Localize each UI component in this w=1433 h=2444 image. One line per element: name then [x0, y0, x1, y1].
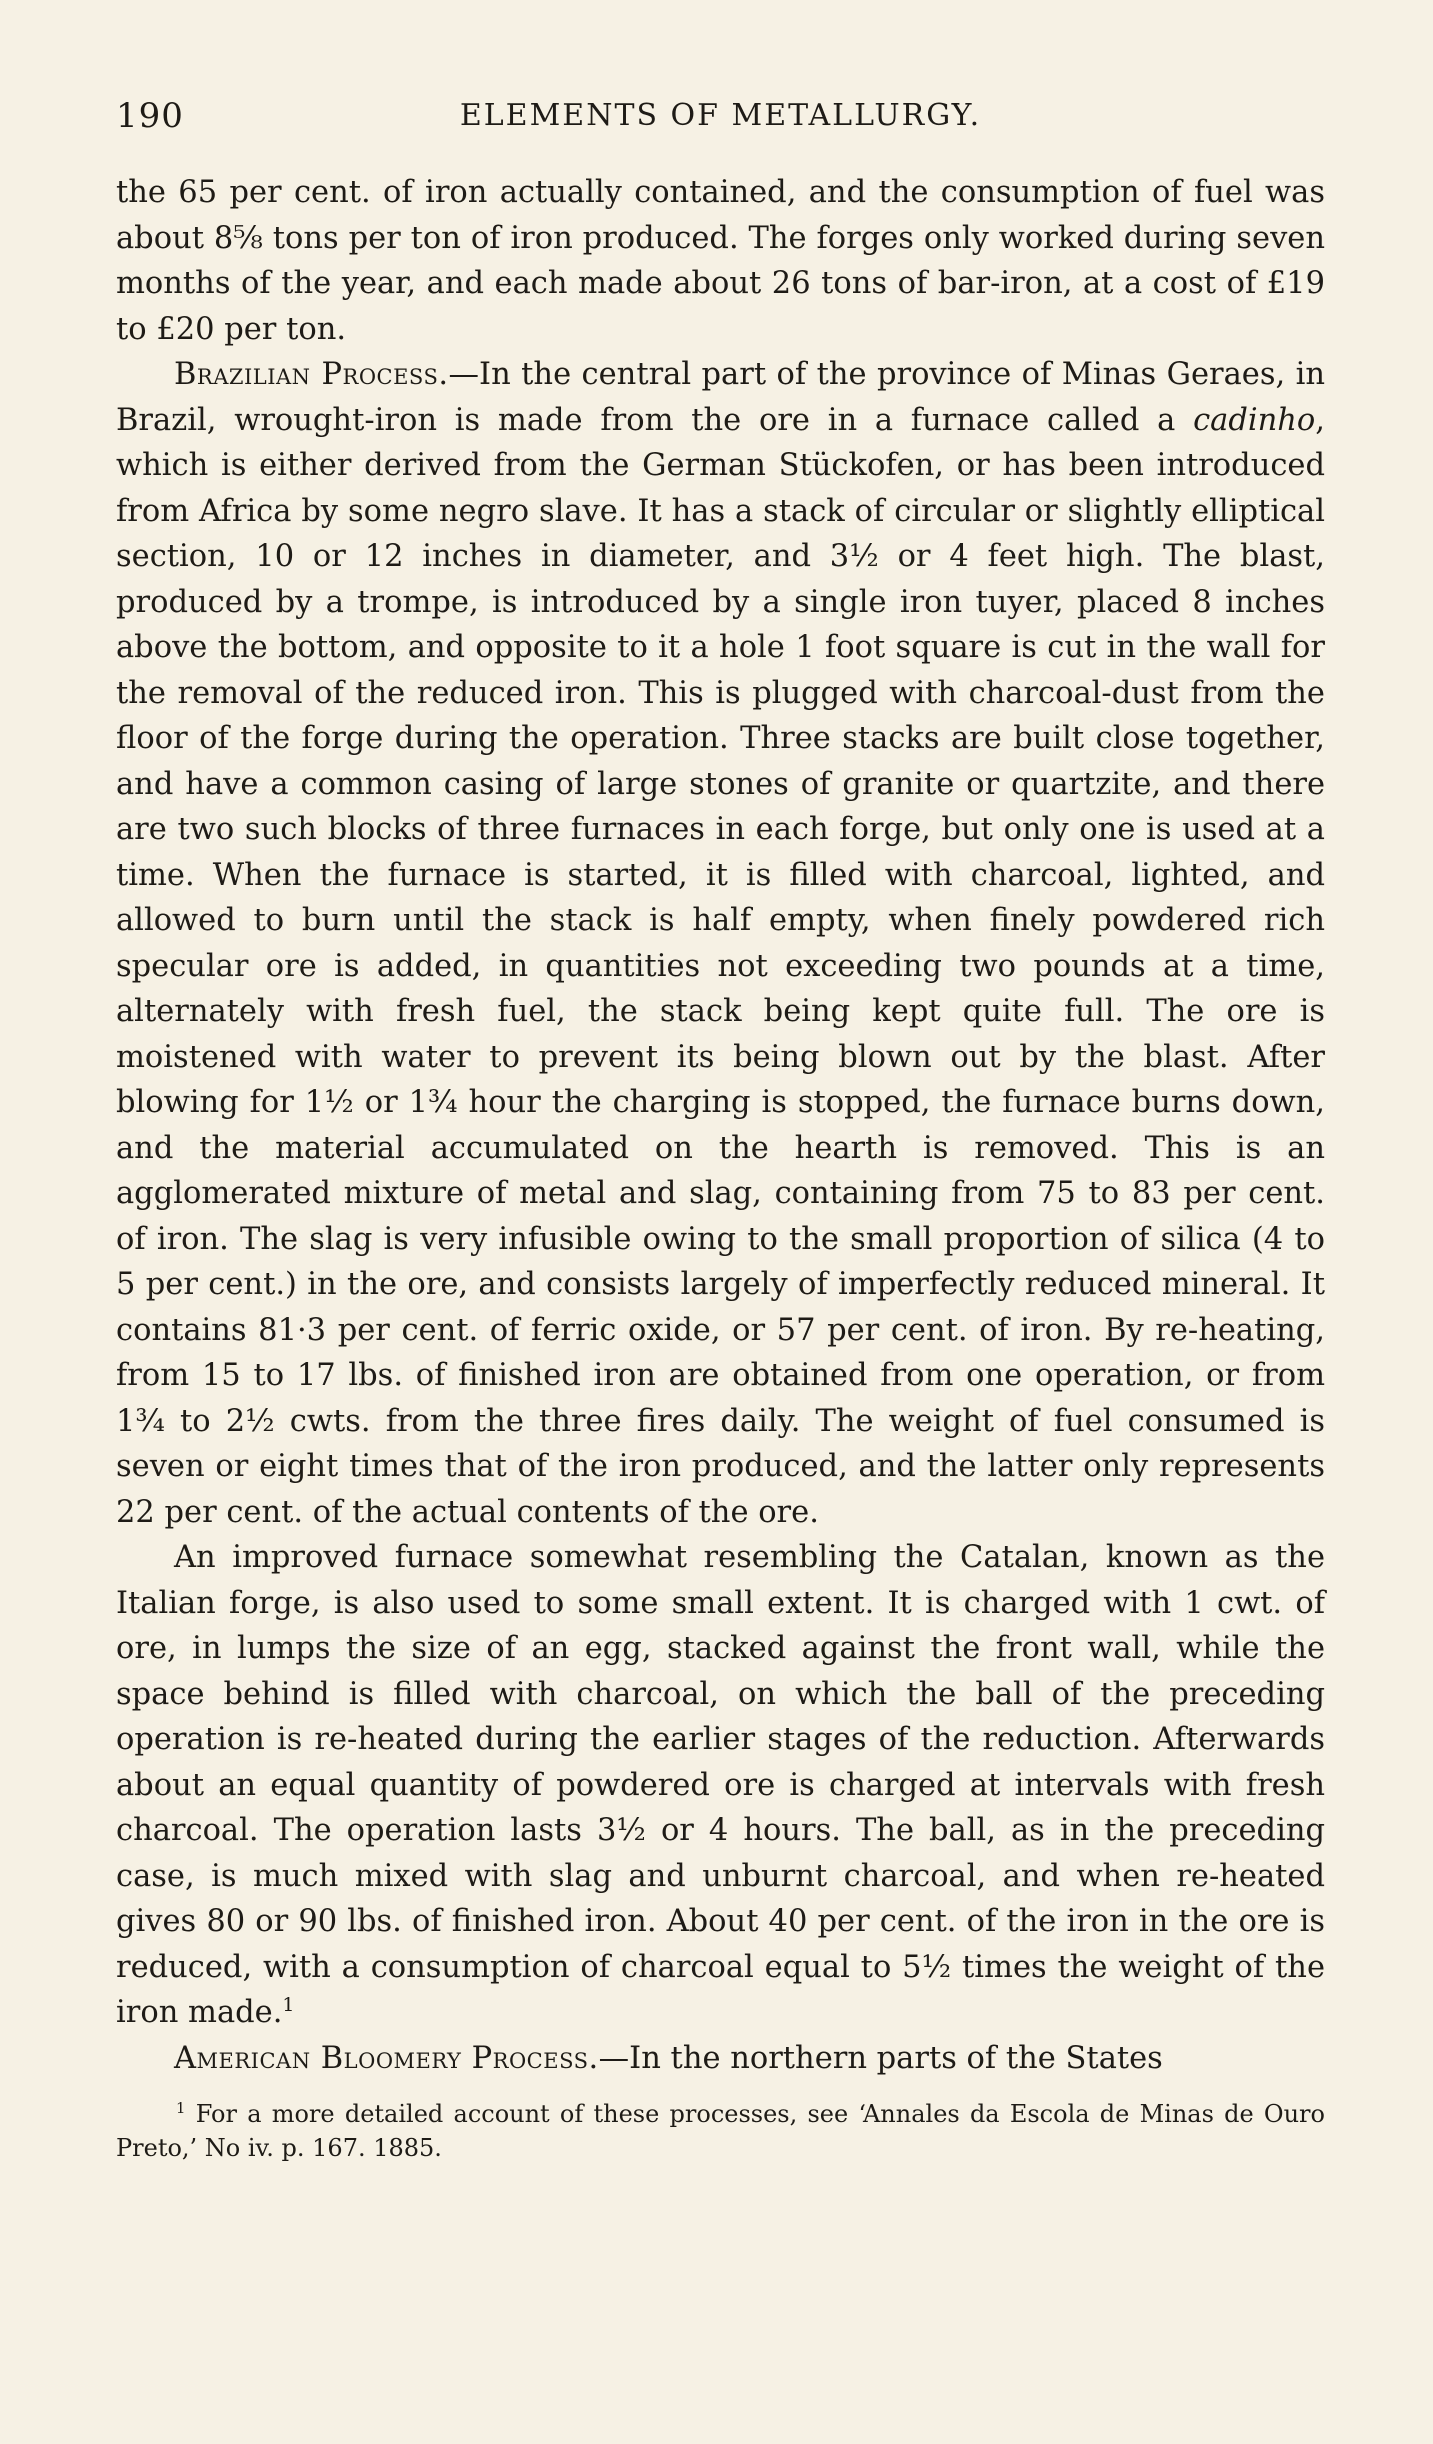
- paragraph-4-text: —In the northern parts of the States: [598, 2040, 1163, 2076]
- section-heading-american: American Bloomery Process.: [174, 2040, 599, 2076]
- paragraph-italian-forge: [116, 1535, 1325, 2036]
- footnote-reference: 1: [282, 1993, 295, 2016]
- paragraph-continuation: [116, 170, 1325, 352]
- paragraph-brazilian-process: [116, 352, 1325, 1535]
- paragraph-2-text-b: , which is either derived from the German Stückofen, or has been introduced from Africa by some negro slave. It has a stack of circular or slightly elliptical section, 10 or 12 inches in diameter, and 3½ or 4 feet high. The blast, produced by a trompe, is introduced by a single iron tuyer, placed 8 inches above the bottom, and opposite to it a hole 1 foot square is cut in the wall for the removal of the reduced iron. This is plugged with charcoal-dust from the floor of the forge during the operation. Three stacks are built close together, and have a common casing of large stones of granite or quartzite, and there are two such blocks of three furnaces in each forge, but only one is used at a time. When the furnace is started, it is filled with charcoal, lighted, and allowed to burn until the stack is half empty, when finely powdered rich specular ore is added, in quantities not exceeding two pounds at a time, alternately with fresh fuel, the stack being kept quite full. The ore is moistened with water to prevent its being blown out by the blast. After blowing for 1½ or 1¾ hour the charging is stopped, the furnace burns down, and the material accumulated on the hearth is removed. This is an agglomerated mixture of metal and slag, containing from 75 to 83 per cent. of iron. The slag is very infusible owing to the small proportion of silica (4 to 5 per cent.) in the ore, and consists largely of imperfectly reduced mineral. It contains 81·3 per cent. of ferric oxide, or 57 per cent. of iron. By re-heating, from 15 to 17 lbs. of finished iron are obtained from one operation, or from 1¾ to 2½ cwts. from the three fires daily. The weight of fuel consumed is seven or eight times that of the iron produced, and the latter only represents 22 per cent. of the actual contents of the ore.: [116, 402, 1325, 1530]
- paragraph-american-bloomery: [116, 2036, 1325, 2082]
- paragraph-2-text-a: —In the central part of the province of Minas Geraes, in Brazil, wrought-iron is made from the ore in a furnace called a: [116, 357, 1325, 438]
- running-head: [116, 96, 1325, 152]
- footnote-marker: 1: [176, 2099, 186, 2117]
- paragraph-3-text: An improved furnace somewhat resembling the Catalan, known as the Italian forge, is also used to some small extent. It is charged with 1 cwt. of ore, in lumps the size of an egg, stacked against the front wall, while the space behind is filled with charcoal, on which the ball of the preceding operation is re-heated during the earlier stages of the reduction. Afterwards about an equal quantity of powdered ore is charged at intervals with fresh charcoal. The operation lasts 3½ or 4 hours. The ball, as in the preceding case, is much mixed with slag and unburnt charcoal, and when re-heated gives 80 or 90 lbs. of finished iron. About 40 per cent. of the iron in the ore is reduced, with a consumption of charcoal equal to 5½ times the weight of the iron made.: [116, 1540, 1325, 2030]
- term-cadinho: cadinho: [1193, 402, 1316, 438]
- footnote-text: For a more detailed account of these processes, see ‘Annales da Escola de Minas de Ouro Preto,’ No iv. p. 167. 1885.: [116, 2100, 1325, 2162]
- paragraph-1-text: the 65 per cent. of iron actually contained, and the consumption of fuel was about 8⅝ tons per ton of iron produced. The forges only worked during seven months of the year, and each made about 26 tons of bar-iron, at a cost of £19 to £20 per ton.: [116, 175, 1325, 347]
- body-text: [116, 170, 1325, 2081]
- page-number: 190: [116, 96, 184, 136]
- section-heading-brazilian: Brazilian Process.: [174, 357, 449, 392]
- header-title: ELEMENTS OF METALLURGY.: [459, 98, 982, 133]
- footnote: [116, 2097, 1325, 2165]
